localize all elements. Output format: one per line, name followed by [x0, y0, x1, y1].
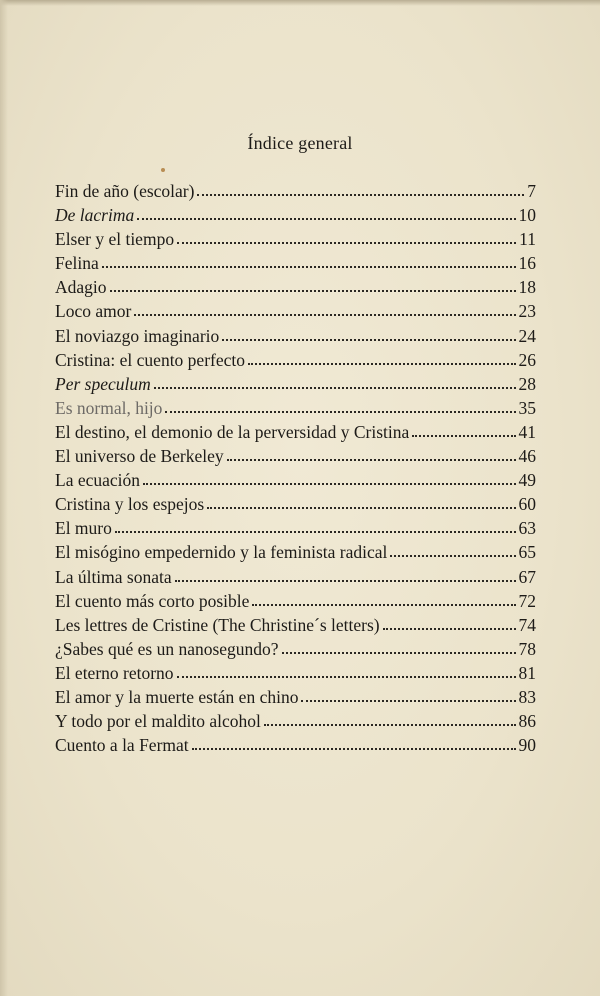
toc-entry-page: 16	[518, 253, 536, 274]
dot-leader	[110, 286, 516, 292]
toc-entry-title: Cristina y los espejos	[55, 494, 205, 515]
dot-leader	[102, 262, 516, 268]
toc-entry-title: El destino, el demonio de la perversidad y Cristina	[55, 421, 410, 442]
dot-leader	[192, 744, 516, 750]
toc-entry	[55, 348, 536, 372]
toc-entry-title: El noviazgo imaginario	[55, 325, 220, 346]
toc-entry-title: Cristina: el cuento perfecto	[55, 349, 245, 370]
toc-entry	[55, 179, 536, 203]
toc-entry-title: La última sonata	[55, 566, 172, 587]
toc-entry-page: 86	[518, 711, 536, 732]
toc-entry-title: Cuento a la Fermat	[55, 735, 189, 756]
toc-entry-page: 90	[518, 735, 536, 756]
toc-entry-title: Per speculum	[55, 373, 151, 394]
toc-entry-page: 7	[527, 181, 536, 201]
toc-entry-page: 10	[518, 205, 536, 226]
toc-entry-title: El amor y la muerte están en chino	[55, 686, 299, 707]
dot-leader	[248, 359, 516, 365]
toc-entry	[55, 251, 536, 275]
page-title: Índice general	[247, 133, 353, 153]
toc-entry-page: 35	[518, 397, 536, 418]
toc-entry-title: Y todo por el maldito alcohol	[55, 711, 261, 732]
dot-leader	[154, 383, 516, 389]
toc-entry	[55, 540, 536, 564]
ink-speck	[161, 168, 165, 172]
toc-entry-page: 28	[518, 373, 536, 394]
toc-entry-title: Fin de año (escolar)	[55, 181, 195, 201]
dot-leader	[137, 214, 515, 220]
toc-entry-page: 41	[518, 421, 536, 442]
dot-leader	[175, 576, 516, 582]
toc-entry-page: 67	[518, 566, 536, 587]
toc-entry	[55, 733, 536, 757]
toc-entry	[55, 565, 536, 589]
toc-entry-page: 63	[518, 518, 536, 539]
toc-entry-page: 83	[518, 686, 536, 707]
toc-entry-title: El muro	[55, 518, 112, 539]
toc-entry-title: El misógino empedernido y la feminista radical	[55, 542, 388, 563]
toc-entry-title: Es normal, hijo	[55, 397, 163, 418]
toc-entry	[55, 468, 536, 492]
toc-entry	[55, 299, 536, 323]
dot-leader	[222, 335, 515, 341]
toc-entry-page: 72	[518, 590, 536, 611]
dot-leader	[383, 624, 516, 630]
toc-entry	[55, 203, 536, 227]
dot-leader	[282, 648, 516, 654]
toc-entry	[55, 589, 536, 613]
toc-entry	[55, 275, 536, 299]
toc-entry-page: 26	[518, 349, 536, 370]
dot-leader	[143, 479, 515, 485]
dot-leader	[412, 431, 515, 437]
toc-entry	[55, 324, 536, 348]
dot-leader	[207, 503, 515, 509]
dot-leader	[134, 310, 515, 316]
toc-entry-title: El universo de Berkeley	[55, 446, 224, 467]
toc-entry-title: Elser y el tiempo	[55, 229, 175, 250]
toc-entry	[55, 613, 536, 637]
toc-entry	[55, 661, 536, 685]
table-of-contents	[55, 179, 536, 757]
dot-leader	[252, 600, 515, 606]
toc-entry	[55, 516, 536, 540]
toc-entry	[55, 637, 536, 661]
toc-entry	[55, 420, 536, 444]
toc-entry-page: 11	[519, 229, 536, 250]
toc-entry-title: Loco amor	[55, 301, 132, 322]
toc-entry-page: 81	[518, 662, 536, 683]
toc-entry	[55, 227, 536, 251]
dot-leader	[115, 527, 516, 533]
toc-entry-page: 18	[518, 277, 536, 298]
toc-entry	[55, 372, 536, 396]
toc-entry-title: La ecuación	[55, 470, 141, 491]
dot-leader	[301, 696, 515, 702]
toc-entry-title: El eterno retorno	[55, 662, 174, 683]
toc-entry	[55, 492, 536, 516]
toc-entry-page: 74	[518, 614, 536, 635]
dot-leader	[197, 190, 524, 196]
dot-leader	[177, 672, 516, 678]
toc-entry-title: El cuento más corto posible	[55, 590, 250, 611]
dot-leader	[165, 407, 515, 413]
toc-entry-page: 24	[518, 325, 536, 346]
toc-entry-title: ¿Sabes qué es un nanosegundo?	[55, 638, 279, 659]
toc-entry-page: 65	[518, 542, 536, 563]
toc-entry	[55, 396, 536, 420]
toc-entry-title: Felina	[55, 253, 99, 274]
toc-entry-title: De lacrima	[55, 205, 135, 226]
toc-entry-page: 46	[518, 446, 536, 467]
toc-entry-page: 23	[518, 301, 536, 322]
dot-leader	[264, 720, 516, 726]
toc-entry-page: 49	[518, 470, 536, 491]
toc-entry-page: 78	[518, 638, 536, 659]
dot-leader	[177, 238, 516, 244]
toc-entry	[55, 709, 536, 733]
dot-leader	[227, 455, 516, 461]
toc-entry	[55, 685, 536, 709]
toc-entry-page: 60	[518, 494, 536, 515]
page-top-shadow	[0, 0, 600, 6]
dot-leader	[390, 551, 515, 557]
toc-entry-title: Adagio	[55, 277, 107, 298]
toc-entry	[55, 444, 536, 468]
toc-entry-title: Les lettres de Cristine (The Christine´s letters)	[55, 614, 380, 635]
